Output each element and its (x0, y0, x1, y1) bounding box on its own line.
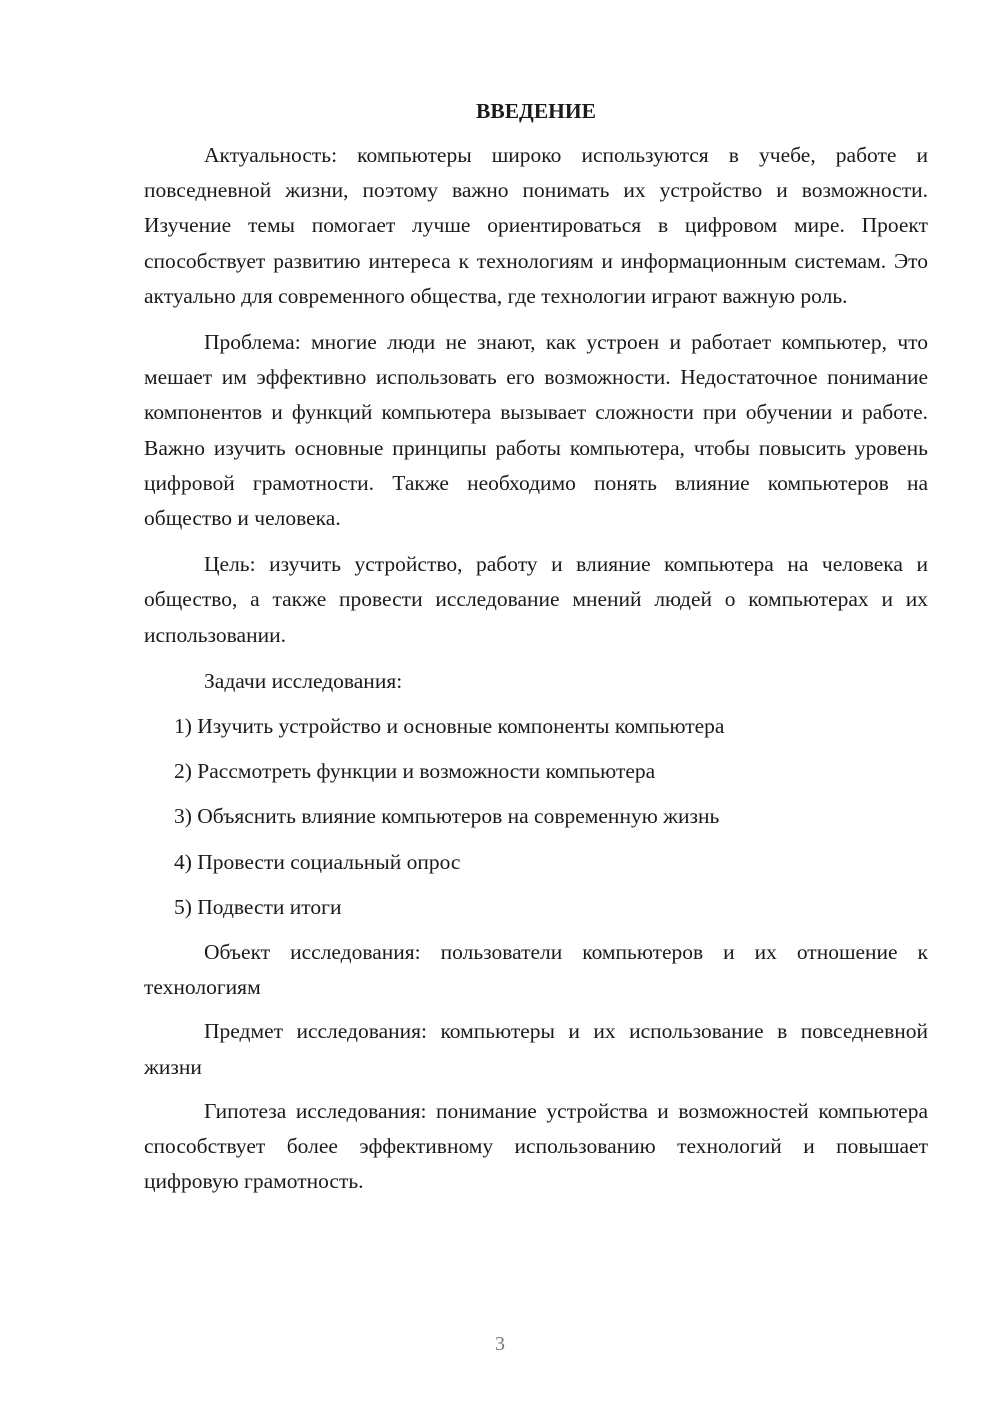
paragraph-relevance: Актуальность: компьютеры широко используются в учебе, работе и повседневной жизни, поэтому важно понимать их устройство и возможности. Изучение темы помогает лучше ориентироваться в цифровом мире. Проект способствует развитию интереса к технологиям и информационным системам. Это актуально для современного общества, где технологии играют важную роль. (144, 143, 928, 308)
paragraph-subject: Предмет исследования: компьютеры и их использование в повседневной жизни (144, 1019, 928, 1079)
task-item: 2) Рассмотреть функции и возможности компьютера (174, 759, 656, 784)
paragraph-hypothesis: Гипотеза исследования: понимание устройства и возможностей компьютера способствует более эффективному использованию технологий и повышает цифровую грамотность. (144, 1098, 928, 1194)
paragraph-problem: Проблема: многие люди не знают, как устроен и работает компьютер, что мешает им эффективно использовать его возможности. Недостаточное понимание компонентов и функций компьютера вызывает сложности при обучении и работе. Важно изучить основные принципы работы компьютера, чтобы повысить уровень цифровой грамотности. Также необходимо понять влияние компьютеров на общество и человека. (144, 330, 928, 531)
page-number: 3 (495, 1333, 505, 1355)
tasks-heading: Задачи исследования: (204, 668, 403, 693)
paragraph-object: Объект исследования: пользователи компьютеров и их отношение к технологиям (144, 940, 928, 1000)
document-page (144, 94, 928, 1208)
paragraph-goal: Цель: изучить устройство, работу и влияние компьютера на человека и общество, а также провести исследование мнений людей о компьютерах и их использовании. (144, 552, 928, 647)
task-item: 3) Объяснить влияние компьютеров на современную жизнь (174, 804, 720, 829)
task-item: 1) Изучить устройство и основные компоненты компьютера (174, 714, 725, 739)
tasks-list (144, 709, 928, 925)
task-item: 5) Подвести итоги (174, 894, 342, 919)
section-title: ВВЕДЕНИЕ (476, 99, 596, 123)
task-item: 4) Провести социальный опрос (174, 849, 461, 874)
